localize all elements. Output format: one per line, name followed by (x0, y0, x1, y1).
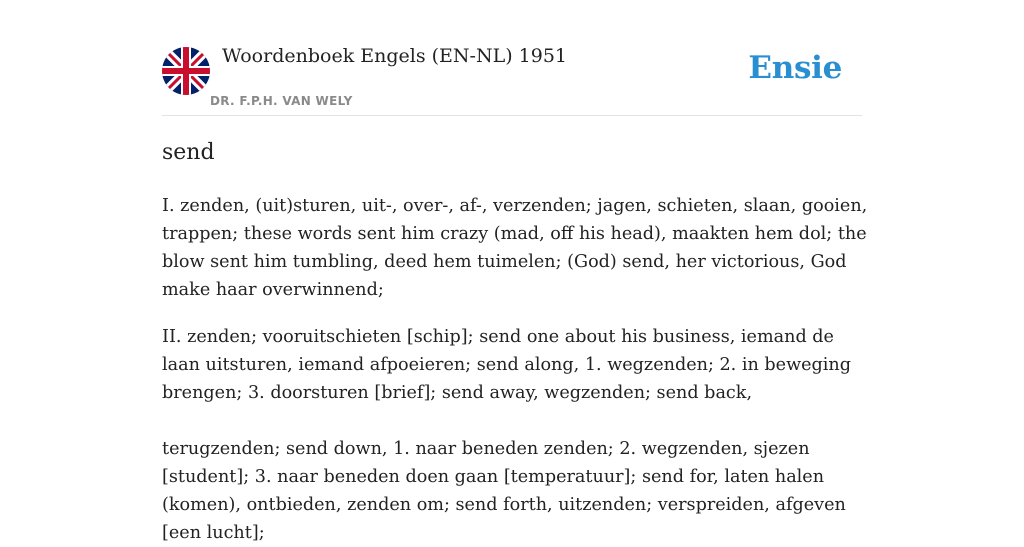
dictionary-title[interactable]: Woordenboek Engels (EN-NL) 1951 (222, 45, 567, 67)
ensie-logo[interactable]: Ensie (748, 50, 842, 86)
page (162, 0, 868, 543)
definition-paragraph-3: terugzenden; send down, 1. naar beneden zenden; 2. wegzenden, sjezen [student]; 3. naar beneden doen gaan [temperatuur]; send for, laten halen (komen), ontbieden, zenden om; send forth, uitzenden; verspreiden, afgeven [een lucht]; (162, 439, 846, 543)
entry-headword: send (162, 140, 215, 165)
definition-paragraph-2: II. zenden; vooruitschieten [schip]; send one about his business, iemand de laan uitsturen, iemand afpoeieren; send along, 1. wegzenden; 2. in beweging brengen; 3. doorsturen [brief]; send away, wegzenden; send back, (162, 327, 852, 403)
dictionary-author: DR. F.P.H. VAN WELY (210, 94, 353, 108)
definition-paragraph-1: I. zenden, (uit)sturen, uit-, over-, af-, verzenden; jagen, schieten, slaan, gooien, trappen; these words sent him crazy (mad, off his head), maakten hem dol; the blow sent him tumbling, deed hem tuimelen; (God) send, her victorious, God make haar overwinnend; (162, 196, 868, 300)
uk-flag-icon (162, 47, 210, 95)
dictionary-header (162, 0, 862, 116)
